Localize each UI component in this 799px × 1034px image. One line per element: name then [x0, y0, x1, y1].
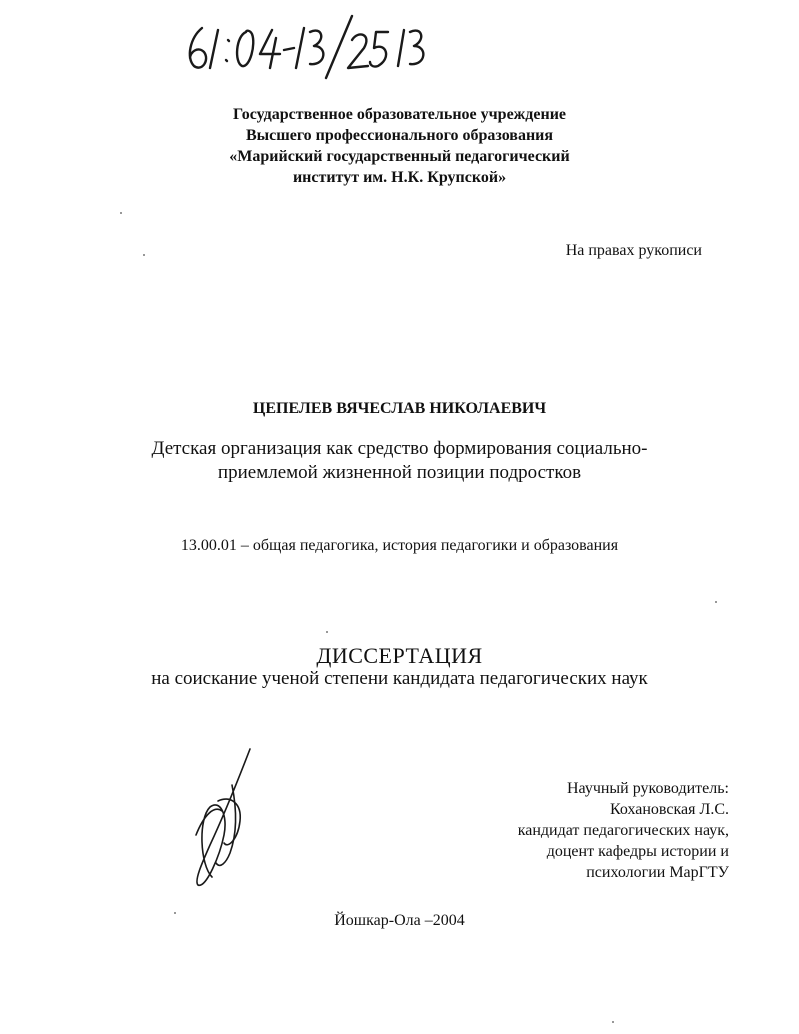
- supervisor-line: кандидат педагогических наук,: [517, 822, 729, 839]
- scan-speck: [143, 254, 145, 256]
- rights-notice: На правах рукописи: [565, 242, 702, 259]
- thesis-title-line: Детская организация как средство формирования социально-: [151, 438, 648, 459]
- institution-line: «Марийский государственный педагогический: [229, 148, 570, 165]
- scan-speck: [120, 212, 122, 214]
- institution-line: Высшего профессионального образования: [245, 127, 554, 144]
- degree-line: на соискание ученой степени кандидата педагогических наук: [151, 668, 648, 689]
- supervisor-line: Научный руководитель:: [566, 780, 729, 797]
- institution-line: институт им. Н.К. Крупской»: [292, 169, 507, 186]
- institution-header: [0, 104, 799, 188]
- thesis-title-line: приемлемой жизненной позиции подростков: [217, 462, 582, 483]
- supervisor-line: доцент кафедры истории и: [546, 843, 729, 860]
- scan-speck: [174, 912, 176, 914]
- supervisor-line: психологии МарГТУ: [586, 864, 729, 881]
- thesis-title: [0, 437, 799, 485]
- archive-code-handwriting: [180, 10, 440, 80]
- scan-speck: [715, 601, 717, 603]
- scan-speck: [326, 631, 328, 633]
- specialty-code: 13.00.01 – общая педагогика, история педагогики и образования: [180, 537, 619, 554]
- supervisor-line: Кохановская Л.С.: [609, 801, 729, 818]
- author-name: ЦЕПЕЛЕВ ВЯЧЕСЛАВ НИКОЛАЕВИЧ: [252, 400, 547, 417]
- institution-line: Государственное образовательное учреждение: [232, 106, 567, 123]
- signature-icon: [180, 745, 270, 895]
- place-year: Йошкар-Ола –2004: [334, 912, 465, 929]
- scan-speck: [612, 1021, 614, 1023]
- supervisor-block: [518, 778, 729, 883]
- document-type: ДИССЕРТАЦИЯ: [316, 643, 483, 668]
